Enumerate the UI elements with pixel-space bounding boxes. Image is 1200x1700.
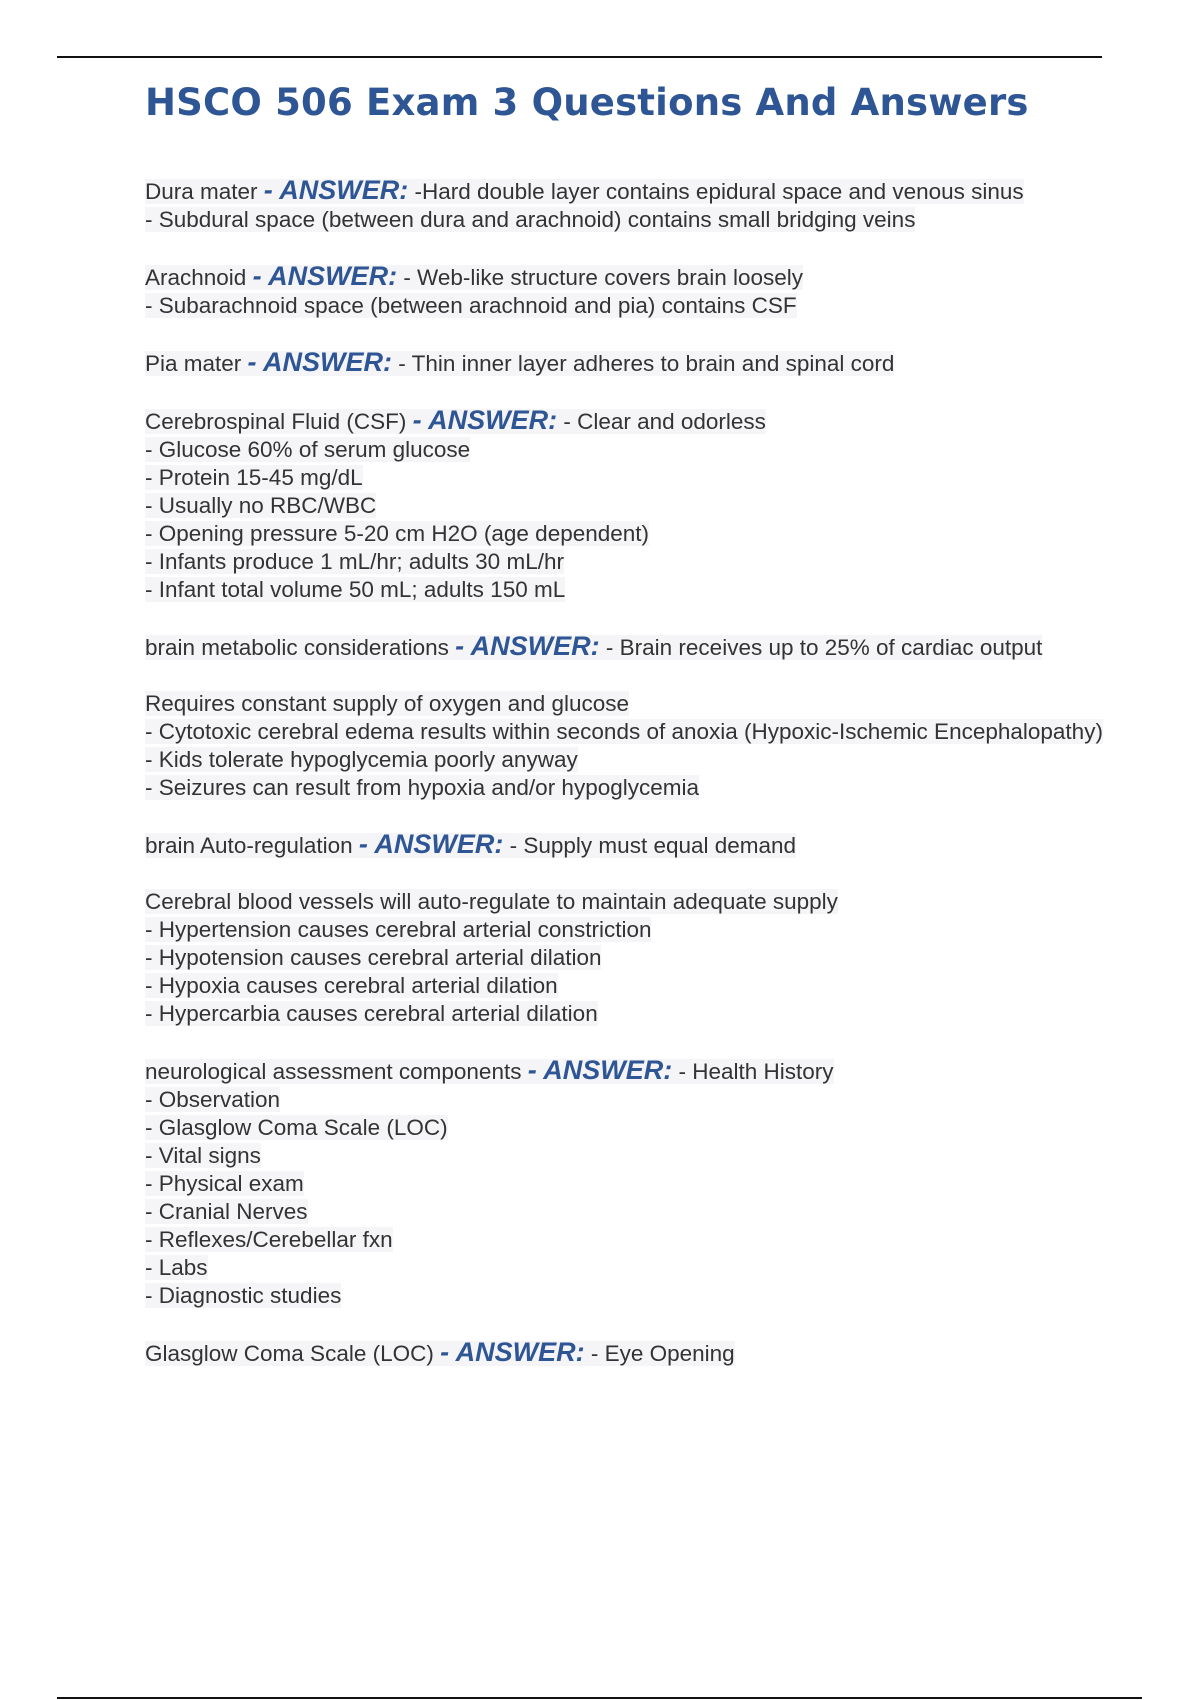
answer-marker: - ANSWER: [455,631,600,661]
qa-highlight [145,829,797,859]
qa-answer-line [145,292,1145,320]
qa-answer-line-text: - Reflexes/Cerebellar fxn [145,1227,393,1252]
qa-answer-line-text: - Glucose 60% of serum glucose [145,437,471,462]
document-content [145,78,1145,1396]
qa-highlight [145,261,804,291]
qa-question-line [145,632,1145,662]
qa-answer-line-text: - Subarachnoid space (between arachnoid and pia) contains CSF [145,293,797,318]
qa-answer-line-text: - Hypertension causes cerebral arterial constriction [145,917,652,942]
qa-answer-line [145,1282,1145,1310]
qa-answer-line [145,916,1145,944]
qa-answer-line-text: - Kids tolerate hypoglycemia poorly anyway [145,747,578,772]
qa-answer-line [145,464,1145,492]
qa-answer-line-text: - Vital signs [145,1143,261,1168]
qa-answer-line [145,888,1145,916]
qa-question-line [145,176,1145,206]
qa-answer-line [145,1226,1145,1254]
qa-answer-line-text: - Usually no RBC/WBC [145,493,377,518]
qa-list [145,176,1145,1368]
qa-entry [145,632,1145,802]
document-title: HSCO 506 Exam 3 Questions And Answers [145,81,1029,124]
qa-answer-line-text: - Cytotoxic cerebral edema results within seconds of anoxia (Hypoxic-Ischemic Encephalopathy) [145,719,1103,744]
answer-marker: - ANSWER: [440,1337,585,1367]
qa-highlight [145,347,895,377]
qa-answer-line [145,1198,1145,1226]
qa-answer-first-line: - Thin inner layer adheres to brain and spinal cord [392,351,895,376]
qa-entry [145,262,1145,320]
qa-answer-line [145,1114,1145,1142]
qa-answer-first-line: - Brain receives up to 25% of cardiac output [599,635,1043,660]
qa-answer-paragraph [145,888,1145,1028]
qa-answer-line-text: - Seizures can result from hypoxia and/or hypoglycemia [145,775,700,800]
qa-entry [145,176,1145,234]
qa-answer-first-line: - Health History [672,1059,834,1084]
qa-question-line [145,830,1145,860]
qa-answer-line [145,1086,1145,1114]
qa-answer-line [145,548,1145,576]
qa-answer-paragraph [145,690,1145,802]
qa-answer-first-line: - Web-like structure covers brain loosely [397,265,804,290]
qa-answer-line-text: - Infant total volume 50 mL; adults 150 mL [145,577,566,602]
qa-term: Cerebrospinal Fluid (CSF) [145,409,413,434]
qa-entry [145,830,1145,1028]
qa-entry [145,406,1145,604]
qa-answer-line-text: - Physical exam [145,1171,304,1196]
qa-answer-line-text: - Subdural space (between dura and arachnoid) contains small bridging veins [145,207,916,232]
qa-answer-line-text: - Opening pressure 5-20 cm H2O (age dependent) [145,521,650,546]
qa-answer-line [145,774,1145,802]
qa-answer-line [145,1000,1145,1028]
qa-term: Arachnoid [145,265,253,290]
qa-answer-line [145,576,1145,604]
qa-answer-line [145,1142,1145,1170]
qa-question-line [145,1338,1145,1368]
qa-answer-line-text: - Hypotension causes cerebral arterial dilation [145,945,602,970]
qa-answer-line [145,972,1145,1000]
answer-marker: - ANSWER: [252,261,398,291]
qa-entry [145,1056,1145,1310]
qa-answer-line [145,746,1145,774]
qa-answer-line-text: - Hypoxia causes cerebral arterial dilation [145,973,558,998]
qa-answer-line [145,206,1145,234]
qa-answer-line-text: Cerebral blood vessels will auto-regulate to maintain adequate supply [145,889,838,914]
qa-answer-first-line: - Eye Opening [584,1341,735,1366]
answer-marker: - ANSWER: [527,1055,673,1085]
qa-term: Pia mater [145,351,248,376]
qa-answer-line-text: - Infants produce 1 mL/hr; adults 30 mL/hr [145,549,564,574]
qa-answer-line [145,1170,1145,1198]
qa-highlight [145,631,1043,661]
header-rule [57,56,1102,58]
qa-question-line [145,406,1145,436]
qa-answer-first-line: -Hard double layer contains epidural space and venous sinus [408,179,1024,204]
qa-answer-line [145,1254,1145,1282]
qa-term: Glasglow Coma Scale (LOC) [145,1341,441,1366]
answer-marker: - ANSWER: [263,175,409,205]
qa-answer-line-text: - Labs [145,1255,208,1280]
qa-answer-first-line: - Clear and odorless [557,409,766,434]
qa-highlight [145,405,766,435]
qa-answer-line-text: - Observation [145,1087,281,1112]
qa-answer-line [145,436,1145,464]
qa-answer-line-text: - Protein 15-45 mg/dL [145,465,363,490]
qa-answer-line [145,944,1145,972]
qa-answer-first-line: - Supply must equal demand [503,833,797,858]
qa-answer-line-text: - Cranial Nerves [145,1199,308,1224]
qa-answer-line-text: Requires constant supply of oxygen and glucose [145,691,630,716]
qa-question-line [145,348,1145,378]
qa-highlight [145,1337,735,1367]
qa-term: brain Auto-regulation [145,833,359,858]
qa-highlight [145,175,1024,205]
qa-answer-line-text: - Glasglow Coma Scale (LOC) [145,1115,448,1140]
qa-answer-line [145,520,1145,548]
qa-question-line [145,1056,1145,1086]
footer-rule [57,1697,1142,1699]
qa-highlight [145,1055,834,1085]
qa-answer-line-text: - Diagnostic studies [145,1283,342,1308]
qa-entry [145,348,1145,378]
qa-answer-line-text: - Hypercarbia causes cerebral arterial dilation [145,1001,598,1026]
qa-term: Dura mater [145,179,264,204]
qa-term: neurological assessment components [145,1059,528,1084]
answer-marker: - ANSWER: [247,347,393,377]
qa-term: brain metabolic considerations [145,635,456,660]
qa-answer-line [145,690,1145,718]
qa-entry [145,1338,1145,1368]
qa-answer-line [145,492,1145,520]
answer-marker: - ANSWER: [358,829,504,859]
qa-question-line [145,262,1145,292]
qa-answer-line [145,718,1145,746]
answer-marker: - ANSWER: [412,405,558,435]
